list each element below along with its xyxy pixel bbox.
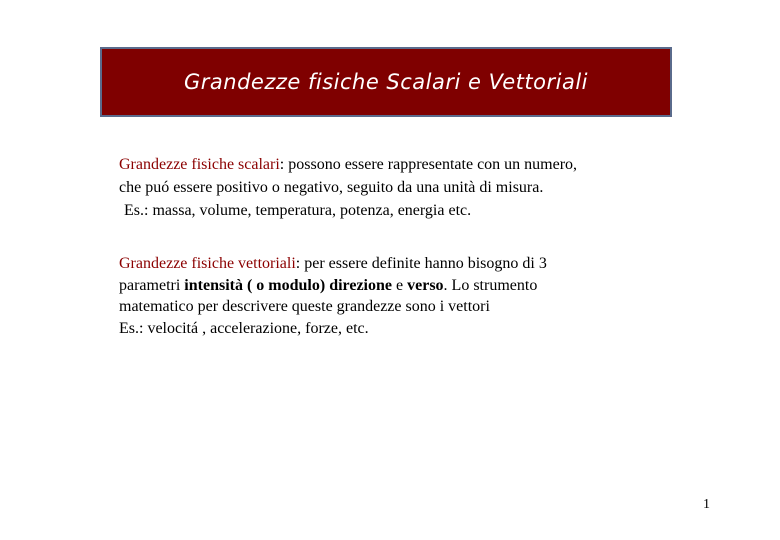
vettoriali-term: Grandezze fisiche vettoriali [119, 255, 296, 272]
vettoriali-bold-1: intensità ( o modulo) direzione [184, 276, 392, 294]
vettoriali-line-1-rest: : per essere definite hanno bisogno di 3 [295, 255, 547, 272]
scalari-term: Grandezze fisiche scalari [119, 156, 280, 173]
vettoriali-line-3: matematico per descrivere queste grandezze sono i vettori [119, 298, 490, 315]
vettoriali-line-2-c: . Lo strumento [443, 276, 538, 294]
title-banner [100, 47, 672, 117]
vettoriali-line-2-b: e [392, 276, 408, 294]
scalari-paragraph [119, 153, 679, 222]
vettoriali-line-1 [119, 253, 679, 275]
vettoriali-bold-2: verso [407, 276, 444, 294]
vettoriali-line-2-a: parametri [119, 276, 185, 294]
vettoriali-paragraph [119, 253, 679, 339]
scalari-line-2: che puó essere positivo o negativo, seguito da una unità di misura. [119, 179, 544, 196]
page-number: 1 [703, 497, 710, 512]
scalari-line-1 [119, 153, 679, 176]
vettoriali-line-2 [119, 275, 679, 297]
scalari-examples: Es.: massa, volume, temperatura, potenza, energia etc. [124, 202, 472, 219]
vettoriali-examples: Es.: velocitá , accelerazione, forze, etc. [119, 319, 369, 337]
scalari-line-1-rest: : possono essere rappresentate con un numero, [279, 156, 578, 173]
slide-title: Grandezze fisiche Scalari e Vettoriali [184, 70, 588, 94]
